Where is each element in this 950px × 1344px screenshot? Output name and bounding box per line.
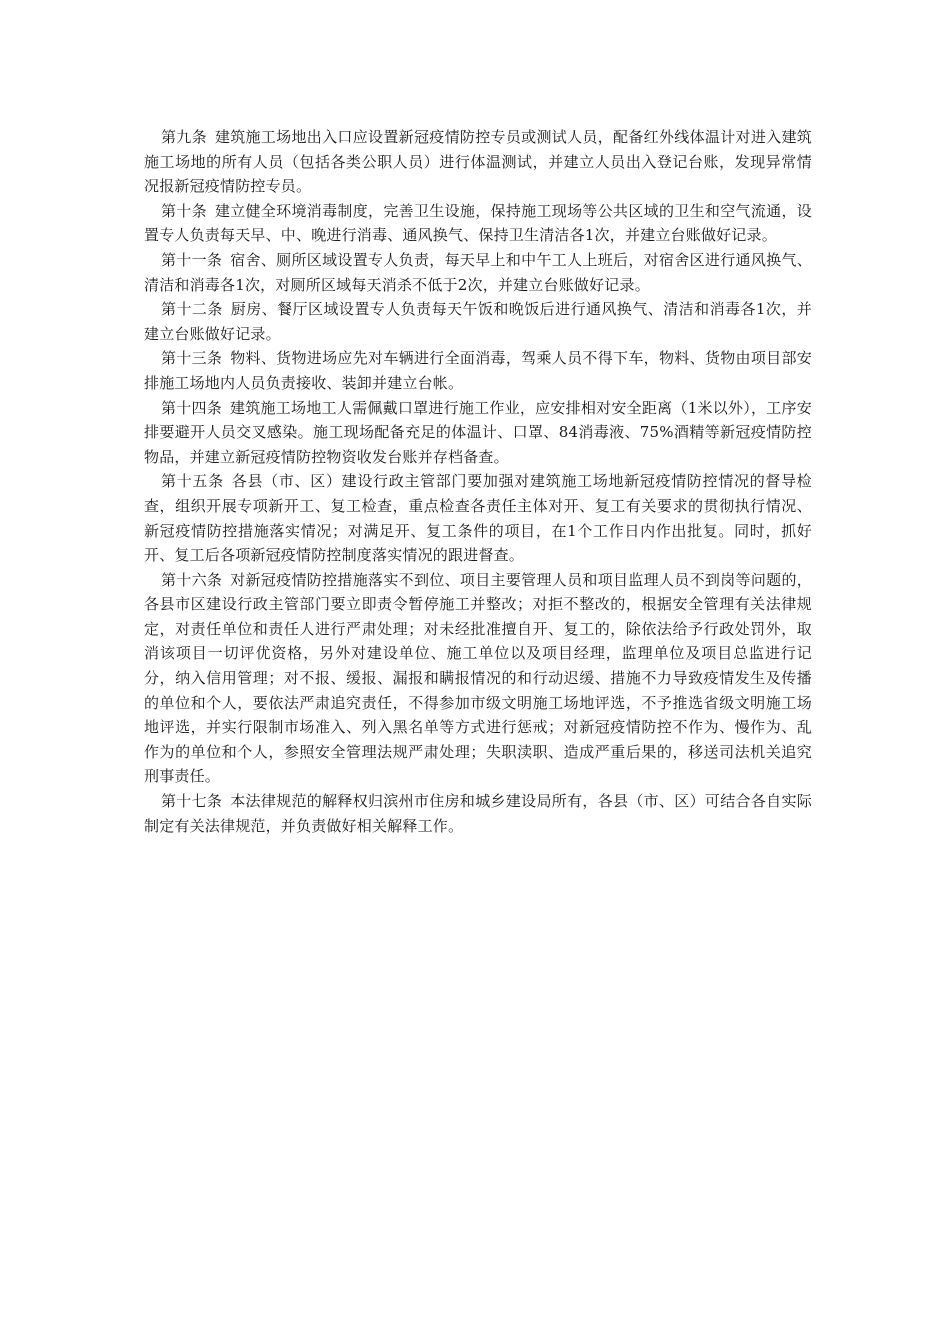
article-10 <box>144 199 812 248</box>
article-number: 第十五条 <box>161 472 224 491</box>
article-text: 建筑施工场地工人需佩戴口罩进行施工作业，应安排相对安全距离（1米以外），工序安排要避开人员交叉感染。施工现场配备充足的体温计、口罩、84消毒液、75%酒精等新冠疫情防控物品，并建立新冠疫情防控物资收发台账并存档备查。 <box>144 398 812 466</box>
article-text: 建筑施工场地出入口应设置新冠疫情防控专员或测试人员，配备红外线体温计对进入建筑施工场地的所有人员（包括各类公职人员）进行体温测试，并建立人员出入登记台账，发现异常情况报新冠疫情防控专员。 <box>144 128 812 196</box>
article-text: 宿舍、厕所区域设置专人负责，每天早上和中午工人上班后，对宿舍区进行通风换气、清洁和消毒各1次，对厕所区域每天消杀不低于2次，并建立台账做好记录。 <box>144 250 812 294</box>
article-text: 厨房、餐厅区域设置专人负责每天午饭和晚饭后进行通风换气、清洁和消毒各1次，并建立台账做好记录。 <box>144 300 812 343</box>
article-number: 第十六条 <box>161 570 223 589</box>
article-number: 第九条 <box>161 128 207 146</box>
article-number: 第十一条 <box>161 250 223 269</box>
article-9 <box>144 125 812 199</box>
article-text: 对新冠疫情防控措施落实不到位、项目主要管理人员和项目监理人员不到岗等问题的，各县市区建设行政主管部门要立即责令暂停施工并整改；对拒不整改的，根据安全管理有关法律规定，对责任单位和责任人进行严肃处理；对未经批准擅自开、复工的，除依法给予行政处罚外，取消该项目一切评优资格，另外对建设单位、施工单位以及项目经理，监理单位及项目总监进行记分，纳入信用管理；对不报、缓报、漏报和瞒报情况的和行动迟缓、措施不力导致疫情发生及传播的单位和个人，要依法严肃追究责任，不得参加市级文明施工场地评选，不予推选省级文明施工场地评选，并实行限制市场准入、列入黑名单等方式进行惩戒；对新冠疫情防控不作为、慢作为、乱作为的单位和个人，参照安全管理法规严肃处理；失职渎职、造成严重后果的，移送司法机关追究刑事责任。 <box>144 570 812 786</box>
article-15 <box>144 469 812 567</box>
article-14 <box>144 396 812 470</box>
article-12 <box>144 297 812 346</box>
article-17 <box>144 789 812 838</box>
article-text: 建立健全环境消毒制度，完善卫生设施，保持施工现场等公共区域的卫生和空气流通，设置专人负责每天早、中、晚进行消毒、通风换气、保持卫生清洁各1次，并建立台账做好记录。 <box>144 201 812 245</box>
article-number: 第十三条 <box>161 349 223 368</box>
article-11 <box>144 248 812 297</box>
article-text: 物料、货物进场应先对车辆进行全面消毒，驾乘人员不得下车，物料、货物由项目部安排施工场地内人员负责接收、装卸并建立台帐。 <box>144 349 812 392</box>
article-number: 第十二条 <box>161 300 223 319</box>
document-body <box>144 125 812 838</box>
article-text: 本法律规范的解释权归滨州市住房和城乡建设局所有，各县（市、区）可结合各自实际制定有关法律规范，并负责做好相关解释工作。 <box>144 792 812 835</box>
article-number: 第十条 <box>161 201 207 220</box>
article-text: 各县（市、区）建设行政主管部门要加强对建筑施工场地新冠疫情防控情况的督导检查，组织开展专项新开工、复工检查，重点检查各责任主体对开、复工有关要求的贯彻执行情况、新冠疫情防控措施落实情况；对满足开、复工条件的项目，在1个工作日内作出批复。同时，抓好开、复工后各项新冠疫情防控制度落实情况的跟进督查。 <box>144 472 812 565</box>
article-16 <box>144 568 812 789</box>
article-13 <box>144 346 812 395</box>
article-number: 第十四条 <box>161 398 223 417</box>
article-number: 第十七条 <box>161 792 223 811</box>
